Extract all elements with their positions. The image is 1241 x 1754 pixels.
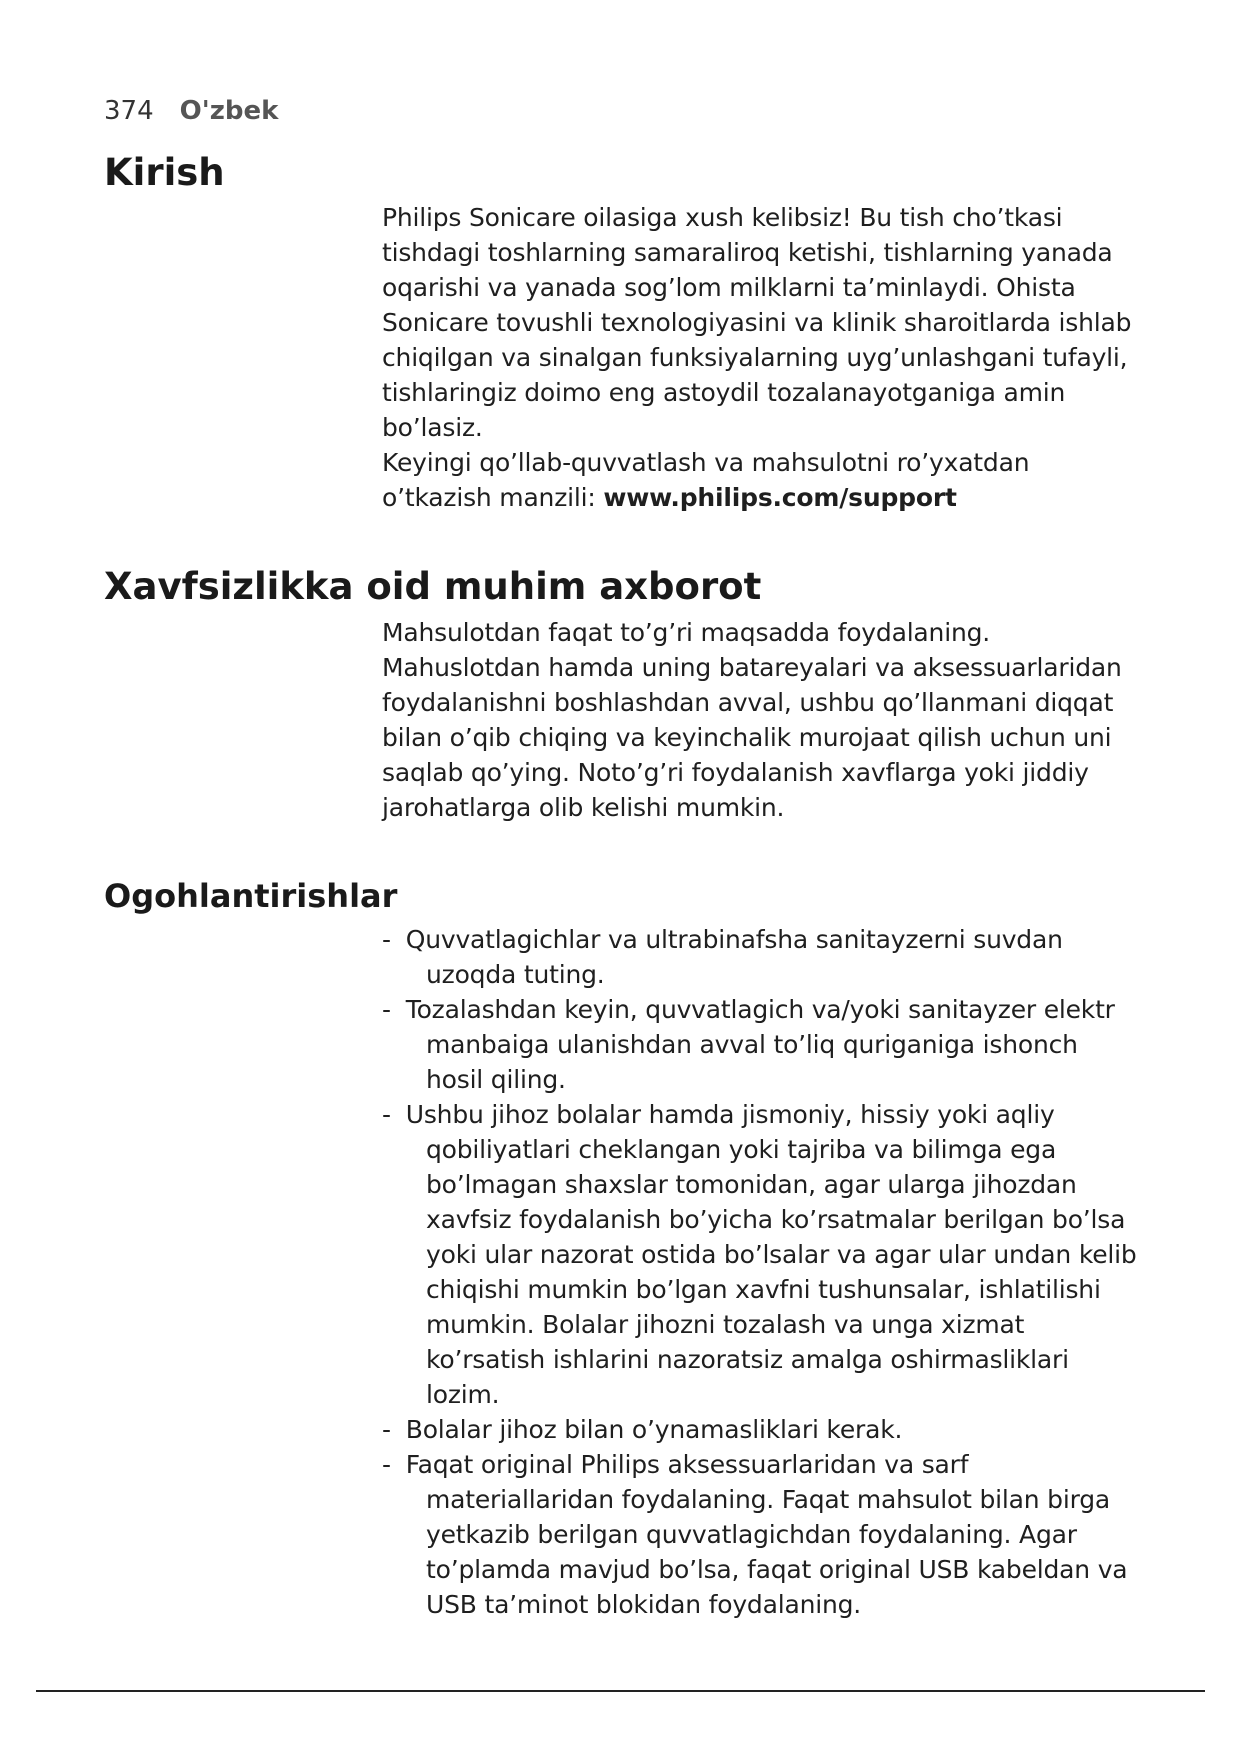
- page-header: [104, 98, 278, 124]
- safety-paragraph: Mahsulotdan faqat to’g’ri maqsadda foydalaning. Mahuslotdan hamda uning batareyalari va aksessuarlaridan foydalanishni boshlashdan avval, ushbu qo’llanmani diqqat bilan o’qib chiqing va keyinchalik murojaat qilish uchun uni saqlab qo’ying. Noto’g’ri foydalanish xavflarga yoki jiddiy jarohatlarga olib kelishi mumkin.: [382, 618, 1122, 822]
- warning-text: Bolalar jihoz bilan o’ynamasliklari kerak.: [405, 1415, 903, 1444]
- intro-section: [382, 200, 1142, 515]
- language-label: O'zbek: [179, 96, 279, 126]
- warnings-list: [382, 922, 1142, 1622]
- warnings-heading: Ogohlantirishlar: [104, 877, 398, 915]
- safety-heading: Xavfsizlikka oid muhim axborot: [104, 565, 762, 608]
- page-number: 374: [104, 96, 154, 126]
- warnings-section: [382, 922, 1142, 1622]
- warning-item: [382, 1097, 1142, 1412]
- warning-item: [382, 1447, 1142, 1622]
- safety-section: [382, 615, 1142, 825]
- support-line: [382, 445, 1142, 515]
- bullet-dash: -: [382, 1415, 391, 1444]
- warning-text: Ushbu jihoz bolalar hamda jismoniy, hissiy yoki aqliy qobiliyatlari cheklangan yoki tajriba va bilimga ega bo’lmagan shaxslar tomonidan, agar ularga jihozdan xavfsiz foydalanish bo’yicha ko’rsatmalar berilgan bo’lsa yoki ular nazorat ostida bo’lsalar va agar ular undan kelib chiqishi mumkin bo’lgan xavfni tushunsalar, ishlatilishi mumkin. Bolalar jihozni tozalash va unga xizmat ko’rsatish ishlarini nazoratsiz amalga oshirmasliklari lozim.: [405, 1100, 1137, 1409]
- warning-text: Tozalashdan keyin, quvvatlagich va/yoki sanitayzer elektr manbaiga ulanishdan avval to’liq quriganiga ishonch hosil qiling.: [405, 995, 1115, 1094]
- warning-item: [382, 1412, 1142, 1447]
- warning-text: Faqat original Philips aksessuarlaridan va sarf materiallaridan foydalaning. Faqat mahsulot bilan birga yetkazib berilgan quvvatlagichdan foydalaning. Agar to’plamda mavjud bo’lsa, faqat original USB kabeldan va USB ta’minot blokidan foydalaning.: [405, 1450, 1128, 1619]
- intro-heading: Kirish: [104, 151, 225, 194]
- intro-paragraph: Philips Sonicare oilasiga xush kelibsiz! Bu tish cho’tkasi tishdagi toshlarning samaraliroq ketishi, tishlarning yanada oqarishi va yanada sog’lom milklarni ta’minlaydi. Ohista Sonicare tovushli texnologiyasini va klinik sharoitlarda ishlab chiqilgan va sinalgan funksiyalarning uyg’unlashgani tufayli, tishlaringiz doimo eng astoydil tozalanayotganiga amin bo’lasiz.: [382, 203, 1132, 442]
- bullet-dash: -: [382, 995, 391, 1024]
- warning-item: [382, 992, 1142, 1097]
- bullet-dash: -: [382, 1100, 391, 1129]
- footer-divider: [36, 1690, 1205, 1692]
- bullet-dash: -: [382, 1450, 391, 1479]
- bullet-dash: -: [382, 925, 391, 954]
- warning-text: Quvvatlagichlar va ultrabinafsha sanitayzerni suvdan uzoqda tuting.: [405, 925, 1063, 989]
- warning-item: [382, 922, 1142, 992]
- support-text: Keyingi qo’llab-quvvatlash va mahsulotni ro’yxatdan o’tkazish manzili:: [382, 448, 1030, 512]
- support-url: www.philips.com/support: [603, 483, 957, 512]
